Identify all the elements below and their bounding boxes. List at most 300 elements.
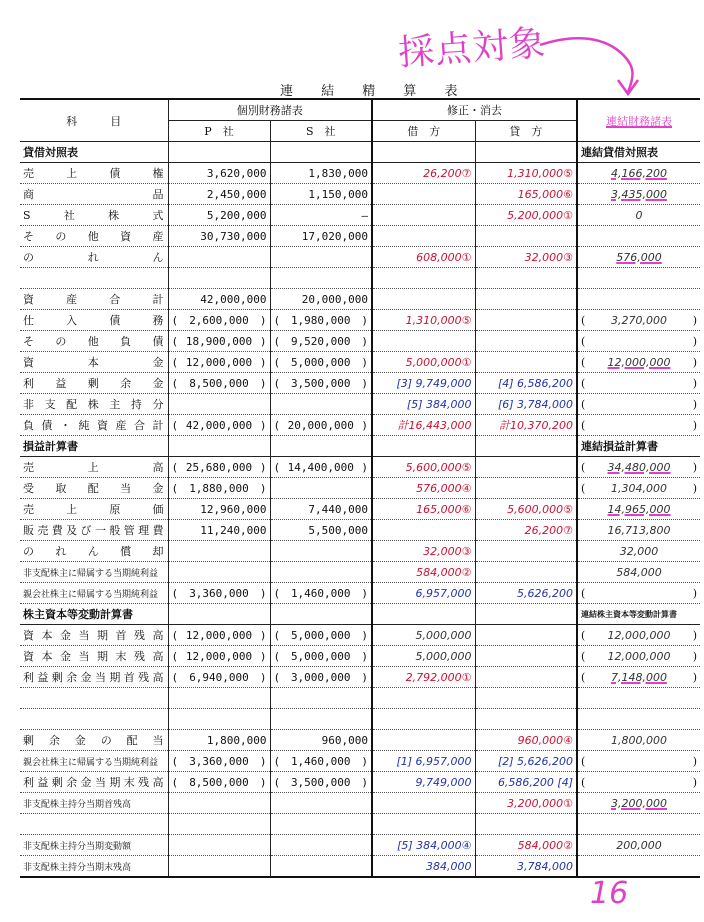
p-company-amount: 3,620,000 <box>168 163 270 184</box>
paren-wrap <box>581 545 697 558</box>
paren-wrap <box>581 755 697 768</box>
debit-entry: [3] 9,749,000 <box>372 373 475 394</box>
s-company-amount <box>270 268 372 289</box>
section-label: 貸借対照表 <box>20 142 168 163</box>
credit-entry <box>475 814 577 835</box>
account-label: そ の 他 資 産 <box>20 226 168 247</box>
paren-wrap <box>274 419 369 432</box>
open-paren: ( <box>273 334 281 348</box>
credit-entry: 584,000② <box>475 835 577 856</box>
open-paren: ( <box>171 460 179 474</box>
section-consolidated-label: 連結貸借対照表 <box>577 142 700 163</box>
s-company-amount: 960,000 <box>270 730 372 751</box>
paren-wrap <box>274 629 369 642</box>
debit-entry: 2,792,000① <box>372 667 475 688</box>
consolidated-amount <box>577 352 700 373</box>
debit-entry: [5] 384,000 <box>372 394 475 415</box>
debit-entry <box>372 688 475 709</box>
consolidated-amount <box>577 226 700 247</box>
p-company-amount-value: 6,940,000 <box>189 670 249 684</box>
close-paren: ) <box>259 775 267 789</box>
empty-cell <box>372 604 475 625</box>
page-number: 16 <box>590 876 629 911</box>
p-company-amount: 5,200,000 <box>168 205 270 226</box>
account-label: 資 本 金 <box>20 352 168 373</box>
consolidated-amount <box>577 331 700 352</box>
consolidated-value: 4,166,200 <box>611 166 667 180</box>
open-paren: ( <box>273 418 281 432</box>
close-paren: ) <box>692 754 697 768</box>
consolidated-amount <box>577 457 700 478</box>
s-company-amount <box>270 541 372 562</box>
close-paren: ) <box>692 313 697 327</box>
s-company-amount <box>270 625 372 646</box>
p-company-amount <box>168 478 270 499</box>
p-company-amount <box>168 814 270 835</box>
open-paren: ( <box>171 418 179 432</box>
table-row <box>20 268 700 289</box>
header-adjustment: 修正・消去 <box>372 99 577 121</box>
table-row <box>20 163 700 184</box>
table-row <box>20 184 700 205</box>
debit-entry: 5,000,000① <box>372 352 475 373</box>
open-paren: ( <box>581 775 586 789</box>
s-company-amount-value: 20,000,000 <box>287 418 354 432</box>
consolidated-value: 14,965,000 <box>607 502 671 516</box>
close-paren: ) <box>361 313 368 327</box>
close-paren: ) <box>692 586 697 600</box>
s-company-amount: 20,000,000 <box>270 289 372 310</box>
section-row <box>20 604 700 625</box>
close-paren: ) <box>361 628 368 642</box>
table-row <box>20 730 700 751</box>
p-company-amount-value: 42,000,000 <box>185 418 253 432</box>
paren-wrap <box>581 503 697 516</box>
debit-entry <box>372 793 475 814</box>
debit-entry <box>372 226 475 247</box>
paren-wrap <box>172 335 267 348</box>
paren-wrap <box>581 671 697 684</box>
open-paren: ( <box>581 460 586 474</box>
open-paren: ( <box>171 334 179 348</box>
close-paren: ) <box>259 460 267 474</box>
credit-entry <box>475 289 577 310</box>
table-row <box>20 289 700 310</box>
table-row <box>20 856 700 878</box>
table-row <box>20 226 700 247</box>
paren-wrap <box>172 629 267 642</box>
s-company-amount-value: 14,400,000 <box>287 460 354 474</box>
consolidated-amount <box>577 184 700 205</box>
account-label: 資本金当期末残高 <box>20 646 168 667</box>
credit-entry <box>475 268 577 289</box>
consolidated-value: 3,200,000 <box>611 796 667 810</box>
debit-entry: [1] 6,957,000 <box>372 751 475 772</box>
debit-entry: 165,000⑥ <box>372 499 475 520</box>
paren-wrap <box>581 251 697 264</box>
close-paren: ) <box>692 355 697 369</box>
credit-entry: 26,200⑦ <box>475 520 577 541</box>
consolidated-amount <box>577 247 700 268</box>
p-company-amount <box>168 751 270 772</box>
s-company-amount <box>270 646 372 667</box>
s-company-amount <box>270 478 372 499</box>
credit-entry: [4] 6,586,200 <box>475 373 577 394</box>
account-label: 資 産 合 計 <box>20 289 168 310</box>
open-paren: ( <box>581 586 586 600</box>
close-paren: ) <box>259 649 267 663</box>
consolidated-amount <box>577 415 700 436</box>
paren-wrap <box>172 776 267 789</box>
credit-entry <box>475 331 577 352</box>
s-company-amount <box>270 247 372 268</box>
credit-entry <box>475 457 577 478</box>
empty-cell <box>475 436 577 457</box>
close-paren: ) <box>692 376 697 390</box>
s-company-amount-value: 5,000,000 <box>290 628 351 642</box>
s-company-amount <box>270 688 372 709</box>
s-company-amount <box>270 856 372 878</box>
debit-entry: 5,000,000 <box>372 625 475 646</box>
s-company-amount: 1,830,000 <box>270 163 372 184</box>
consolidated-amount <box>577 499 700 520</box>
table-row <box>20 793 700 814</box>
account-label: 負債・純資産合計 <box>20 415 168 436</box>
p-company-amount <box>168 247 270 268</box>
paren-wrap <box>274 314 369 327</box>
header-p: P 社 <box>168 121 270 142</box>
empty-cell <box>372 436 475 457</box>
section-consolidated-label: 連結損益計算書 <box>577 436 700 457</box>
empty-cell <box>475 142 577 163</box>
credit-entry: 1,310,000⑤ <box>475 163 577 184</box>
consolidated-amount <box>577 814 700 835</box>
debit-entry <box>372 205 475 226</box>
p-company-amount <box>168 457 270 478</box>
consolidated-value: 34,480,000 <box>607 460 671 474</box>
debit-entry: 6,957,000 <box>372 583 475 604</box>
credit-entry <box>475 667 577 688</box>
consolidated-value: 0 <box>635 208 643 222</box>
p-company-amount-value: 12,000,000 <box>185 649 253 663</box>
s-company-amount-value: 5,000,000 <box>290 649 351 663</box>
table-row <box>20 625 700 646</box>
s-company-amount-value: 3,000,000 <box>290 670 351 684</box>
s-company-amount <box>270 457 372 478</box>
paren-wrap <box>581 587 697 600</box>
p-company-amount: 2,450,000 <box>168 184 270 205</box>
s-company-amount <box>270 772 372 793</box>
s-company-amount <box>270 793 372 814</box>
table-row <box>20 772 700 793</box>
p-company-amount: 1,800,000 <box>168 730 270 751</box>
paren-wrap <box>274 755 369 768</box>
header-row-1 <box>20 99 700 121</box>
table-row <box>20 331 700 352</box>
close-paren: ) <box>259 376 267 390</box>
open-paren: ( <box>171 775 179 789</box>
credit-entry: 3,200,000① <box>475 793 577 814</box>
header-account: 科 目 <box>20 99 168 142</box>
section-label: 株主資本等変動計算書 <box>20 604 168 625</box>
table-row <box>20 205 700 226</box>
account-label: 商 品 <box>20 184 168 205</box>
paren-wrap <box>172 377 267 390</box>
consolidation-worksheet-table <box>20 98 700 878</box>
account-label: 非支配株主持分 <box>20 394 168 415</box>
credit-entry: [2] 5,626,200 <box>475 751 577 772</box>
s-company-amount <box>270 310 372 331</box>
p-company-amount <box>168 709 270 730</box>
table-row <box>20 562 700 583</box>
s-company-amount <box>270 415 372 436</box>
paren-wrap <box>274 461 369 474</box>
consolidated-value: 3,270,000 <box>611 313 667 327</box>
consolidated-amount <box>577 688 700 709</box>
credit-entry <box>475 226 577 247</box>
p-company-amount-value: 25,680,000 <box>185 460 253 474</box>
p-company-amount <box>168 835 270 856</box>
credit-entry: 5,200,000① <box>475 205 577 226</box>
open-paren: ( <box>171 754 179 768</box>
paren-wrap <box>581 335 697 348</box>
consolidated-amount <box>577 856 700 878</box>
empty-cell <box>270 436 372 457</box>
close-paren: ) <box>692 334 697 348</box>
header-credit: 貸 方 <box>475 121 577 142</box>
consolidated-amount <box>577 520 700 541</box>
section-row <box>20 436 700 457</box>
table-row <box>20 310 700 331</box>
debit-entry: 26,200⑦ <box>372 163 475 184</box>
debit-entry: 576,000④ <box>372 478 475 499</box>
p-company-amount <box>168 541 270 562</box>
table-row <box>20 751 700 772</box>
table-row <box>20 478 700 499</box>
open-paren: ( <box>171 313 179 327</box>
table-row <box>20 688 700 709</box>
s-company-amount: — <box>270 205 372 226</box>
credit-entry <box>475 562 577 583</box>
consolidated-value: 1,304,000 <box>611 481 667 495</box>
s-company-amount: 5,500,000 <box>270 520 372 541</box>
account-label: 非支配株主持分当期首残高 <box>20 793 168 814</box>
debit-entry <box>372 331 475 352</box>
paren-wrap <box>581 797 697 810</box>
paren-wrap <box>581 356 697 369</box>
debit-entry: 5,600,000⑤ <box>372 457 475 478</box>
account-label: S 社 株 式 <box>20 205 168 226</box>
p-company-amount <box>168 793 270 814</box>
open-paren: ( <box>171 649 179 663</box>
consolidated-amount <box>577 835 700 856</box>
consolidated-amount <box>577 394 700 415</box>
close-paren: ) <box>361 355 368 369</box>
close-paren: ) <box>259 586 267 600</box>
consolidated-value: 200,000 <box>616 838 662 852</box>
s-company-amount <box>270 751 372 772</box>
p-company-amount <box>168 352 270 373</box>
p-company-amount-value: 2,600,000 <box>189 313 249 327</box>
paren-wrap <box>172 755 267 768</box>
s-company-amount-value: 1,980,000 <box>290 313 351 327</box>
open-paren: ( <box>273 670 281 684</box>
s-company-amount-value: 1,460,000 <box>290 586 351 600</box>
table-row <box>20 667 700 688</box>
table-row <box>20 835 700 856</box>
paren-wrap <box>274 776 369 789</box>
debit-entry <box>372 268 475 289</box>
empty-cell <box>168 604 270 625</box>
credit-entry: 6,586,200 [4] <box>475 772 577 793</box>
p-company-amount <box>168 688 270 709</box>
open-paren: ( <box>273 376 281 390</box>
debit-entry: 9,749,000 <box>372 772 475 793</box>
account-label: 利 益 剰 余 金 <box>20 373 168 394</box>
account-label: そ の 他 負 債 <box>20 331 168 352</box>
p-company-amount <box>168 625 270 646</box>
paren-wrap <box>581 167 697 180</box>
section-label: 損益計算書 <box>20 436 168 457</box>
paren-wrap <box>581 734 697 747</box>
account-label <box>20 268 168 289</box>
s-company-amount-value: 1,460,000 <box>290 754 351 768</box>
open-paren: ( <box>171 628 179 642</box>
p-company-amount <box>168 415 270 436</box>
p-company-amount <box>168 646 270 667</box>
p-company-amount <box>168 583 270 604</box>
debit-entry: 計16,443,000 <box>372 415 475 436</box>
table-row <box>20 457 700 478</box>
account-label: 資本金当期首残高 <box>20 625 168 646</box>
credit-entry <box>475 625 577 646</box>
s-company-amount <box>270 835 372 856</box>
consolidated-amount <box>577 541 700 562</box>
p-company-amount-value: 12,000,000 <box>185 355 253 369</box>
consolidated-value: 32,000 <box>619 544 659 558</box>
consolidated-amount <box>577 667 700 688</box>
paren-wrap <box>172 461 267 474</box>
paren-wrap <box>274 671 369 684</box>
p-company-amount-value: 8,500,000 <box>189 376 249 390</box>
paren-wrap <box>581 377 697 390</box>
account-label: 売 上 高 <box>20 457 168 478</box>
debit-entry <box>372 730 475 751</box>
open-paren: ( <box>581 334 586 348</box>
empty-cell <box>168 436 270 457</box>
debit-entry <box>372 709 475 730</box>
consolidated-amount <box>577 583 700 604</box>
consolidated-amount <box>577 793 700 814</box>
paren-wrap <box>172 587 267 600</box>
debit-entry <box>372 520 475 541</box>
account-label: 受 取 配 当 金 <box>20 478 168 499</box>
s-company-amount <box>270 583 372 604</box>
open-paren: ( <box>581 649 586 663</box>
account-label: 売 上 原 価 <box>20 499 168 520</box>
close-paren: ) <box>692 649 697 663</box>
p-company-amount <box>168 394 270 415</box>
annotation-arrow-icon <box>540 30 680 100</box>
account-label <box>20 814 168 835</box>
paren-wrap <box>581 839 697 852</box>
page-title: 連 結 精 算 表 <box>280 84 470 99</box>
consolidated-amount <box>577 310 700 331</box>
close-paren: ) <box>692 418 697 432</box>
p-company-amount-value: 12,000,000 <box>185 628 253 642</box>
consolidated-value: 1,800,000 <box>611 733 667 747</box>
open-paren: ( <box>581 355 586 369</box>
section-consolidated-label: 連結株主資本等変動計算書 <box>577 604 700 625</box>
account-label <box>20 688 168 709</box>
paren-wrap <box>172 356 267 369</box>
paren-wrap <box>274 335 369 348</box>
table-row <box>20 541 700 562</box>
close-paren: ) <box>259 481 267 495</box>
open-paren: ( <box>581 754 586 768</box>
table-row <box>20 814 700 835</box>
paren-wrap <box>581 461 697 474</box>
p-company-amount <box>168 331 270 352</box>
account-label: 販売費及び一般管理費 <box>20 520 168 541</box>
open-paren: ( <box>581 418 586 432</box>
credit-entry: 計10,370,200 <box>475 415 577 436</box>
consolidated-amount <box>577 289 700 310</box>
account-label: の れ ん <box>20 247 168 268</box>
table-row <box>20 352 700 373</box>
debit-entry: 584,000② <box>372 562 475 583</box>
p-company-amount-value: 3,360,000 <box>189 586 249 600</box>
p-company-amount: 30,730,000 <box>168 226 270 247</box>
paren-wrap <box>581 566 697 579</box>
open-paren: ( <box>581 376 586 390</box>
p-company-amount-value: 8,500,000 <box>189 775 249 789</box>
account-label: 非支配株主に帰属する当期純利益 <box>20 562 168 583</box>
close-paren: ) <box>259 670 267 684</box>
paren-wrap <box>274 587 369 600</box>
paren-wrap <box>581 482 697 495</box>
paren-wrap <box>581 629 697 642</box>
consolidated-amount <box>577 268 700 289</box>
close-paren: ) <box>692 775 697 789</box>
p-company-amount-value: 3,360,000 <box>189 754 249 768</box>
s-company-amount <box>270 394 372 415</box>
credit-entry: 960,000④ <box>475 730 577 751</box>
consolidated-amount <box>577 205 700 226</box>
open-paren: ( <box>171 355 179 369</box>
paren-wrap <box>581 188 697 201</box>
paren-wrap <box>581 524 697 537</box>
consolidated-amount <box>577 772 700 793</box>
consolidated-amount <box>577 562 700 583</box>
p-company-amount: 11,240,000 <box>168 520 270 541</box>
p-company-amount <box>168 268 270 289</box>
empty-cell <box>475 604 577 625</box>
open-paren: ( <box>581 481 586 495</box>
credit-entry <box>475 352 577 373</box>
s-company-amount <box>270 709 372 730</box>
open-paren: ( <box>581 313 586 327</box>
header-debit: 借 方 <box>372 121 475 142</box>
paren-wrap <box>274 650 369 663</box>
table-row <box>20 709 700 730</box>
credit-entry: [6] 3,784,000 <box>475 394 577 415</box>
consolidated-value: 12,000,000 <box>607 355 671 369</box>
credit-entry <box>475 688 577 709</box>
account-label: 売 上 債 権 <box>20 163 168 184</box>
paren-wrap <box>172 419 267 432</box>
section-row <box>20 142 700 163</box>
